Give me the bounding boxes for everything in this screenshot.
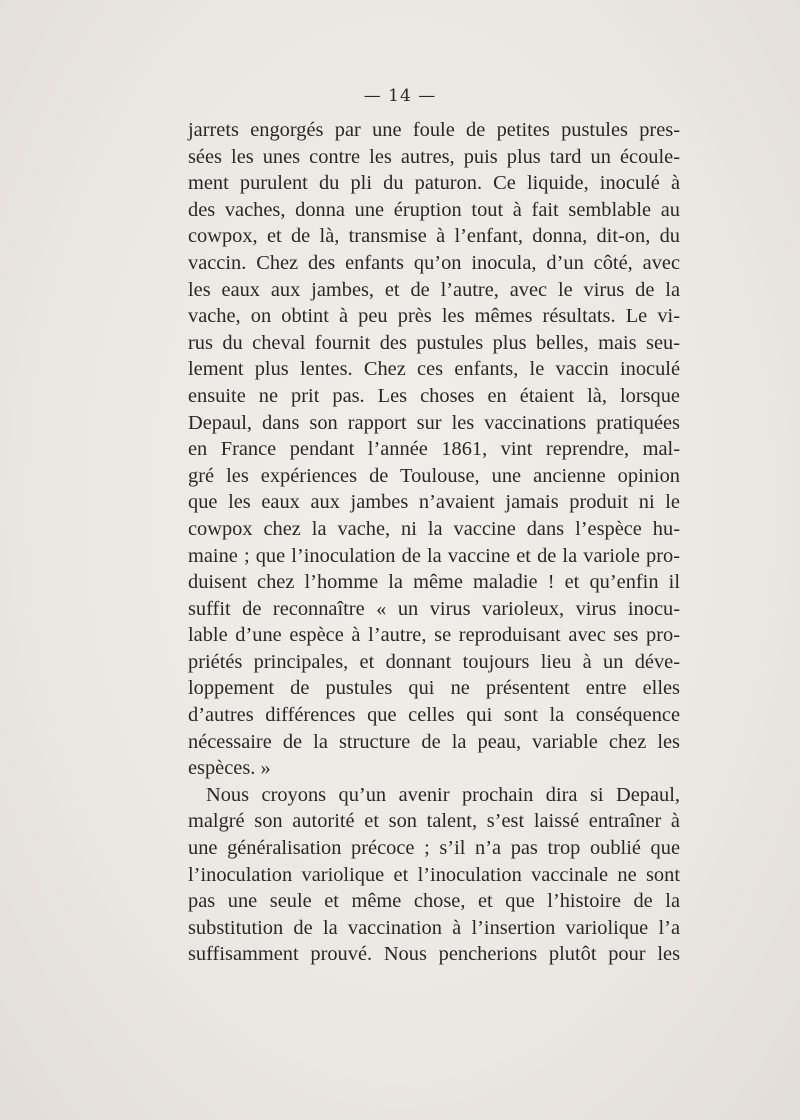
text-line: priétés principales, et donnant toujours lieu à un déve- xyxy=(188,650,680,673)
text-line: lable d’une espèce à l’autre, se reproduisant avec ses pro- xyxy=(188,624,680,647)
text-line: lement plus lentes. Chez ces enfants, le vaccin inoculé xyxy=(188,358,680,381)
text-line: malgré son autorité et son talent, s’est laissé entraîner à xyxy=(188,810,680,833)
text-line: pas une seule et même chose, et que l’histoire de la xyxy=(188,890,680,913)
text-line: les eaux aux jambes, et de l’autre, avec le virus de la xyxy=(188,278,680,301)
text-line: Depaul, dans son rapport sur les vaccinations pratiquées xyxy=(188,411,680,434)
text-line: loppement de pustules qui ne présentent entre elles xyxy=(188,677,680,700)
text-line: ensuite ne prit pas. Les choses en étaient là, lorsque xyxy=(188,384,680,407)
text-line: vaccin. Chez des enfants qu’on inocula, d’un côté, avec xyxy=(188,251,680,274)
text-line: duisent chez l’homme la même maladie ! et qu’enfin il xyxy=(188,571,680,594)
text-line: rus du cheval fournit des pustules plus belles, mais seu- xyxy=(188,331,680,354)
text-line: suffisamment prouvé. Nous pencherions plutôt pour les xyxy=(188,943,680,966)
text-line: nécessaire de la structure de la peau, variable chez les xyxy=(188,730,680,753)
text-line: en France pendant l’année 1861, vint reprendre, mal- xyxy=(188,438,680,461)
text-line: jarrets engorgés par une foule de petites pustules pres- xyxy=(188,119,680,141)
text-line: une généralisation précoce ; s’il n’a pas trop oublié que xyxy=(188,837,680,860)
body-text xyxy=(188,117,680,968)
text-line: d’autres différences que celles qui sont la conséquence xyxy=(188,704,680,727)
text-line: Nous croyons qu’un avenir prochain dira si Depaul, xyxy=(206,783,680,806)
text-line: des vaches, donna une éruption tout à fait semblable au xyxy=(188,198,680,221)
page-number: — 14 — xyxy=(363,86,437,106)
text-line: ment purulent du pli du paturon. Ce liquide, inoculé à xyxy=(188,172,680,195)
text-line: suffit de reconnaître « un virus varioleux, virus inocu- xyxy=(188,597,680,620)
text-line: cowpox chez la vache, ni la vaccine dans l’espèce hu- xyxy=(188,517,680,540)
text-line: vache, on obtint à peu près les mêmes résultats. Le vi- xyxy=(188,305,680,328)
text-line: espèces. » xyxy=(188,757,271,780)
text-line: l’inoculation variolique et l’inoculation vaccinale ne sont xyxy=(188,863,680,886)
text-line: que les eaux aux jambes n’avaient jamais produit ni le xyxy=(188,491,680,514)
text-line: gré les expériences de Toulouse, une ancienne opinion xyxy=(188,464,680,487)
text-line: cowpox, et de là, transmise à l’enfant, donna, dit-on, du xyxy=(188,225,680,248)
text-line: sées les unes contre les autres, puis plus tard un écoule- xyxy=(188,145,680,168)
text-line: maine ; que l’inoculation de la vaccine et de la variole pro- xyxy=(188,544,680,567)
text-line: substitution de la vaccination à l’insertion variolique l’a xyxy=(188,916,680,939)
